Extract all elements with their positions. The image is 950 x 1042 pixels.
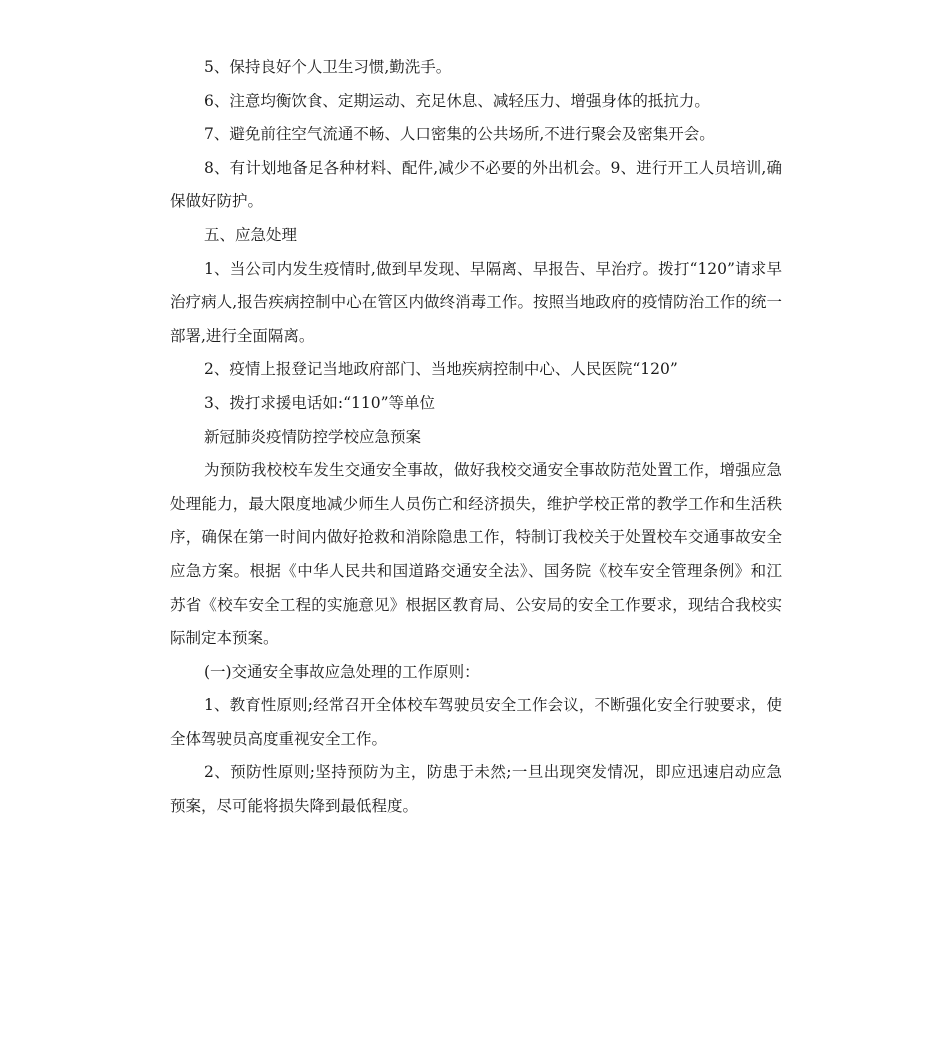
section-heading-principles: (一)交通安全事故应急处理的工作原则： — [204, 662, 480, 681]
document-subtitle: 新冠肺炎疫情防控学校应急预案 — [204, 427, 422, 446]
paragraph-materials-training: 8、有计划地备足各种材料、配件,减少不必要的外出机会。9、进行开工人员培训,确保做好防护。 — [170, 158, 782, 211]
paragraph-diet: 6、注意均衡饮食、定期运动、充足休息、减轻压力、增强身体的抵抗力。 — [204, 91, 710, 110]
paragraph-hygiene: 5、保持良好个人卫生习惯,勤洗手。 — [204, 58, 452, 76]
paragraph-reporting: 2、疫情上报登记当地政府部门、当地疾病控制中心、人民医院“120” — [204, 360, 678, 379]
paragraph-prevention-principle: 2、预防性原则;坚持预防为主，防患于未然;一旦出现突发情况，即应迅速启动应急预案，尽可能将损失降到最低程度。 — [170, 763, 782, 816]
paragraph-avoid-crowds: 7、避免前往空气流通不畅、人口密集的公共场所,不进行聚会及密集开会。 — [204, 125, 715, 144]
paragraph-emergency-call: 3、拨打求援电话如:“110”等单位 — [204, 393, 436, 412]
paragraph-outbreak-response: 1、当公司内发生疫情时,做到早发现、早隔离、早报告、早治疗。拨打“120”请求早治疗病人,报告疾病控制中心在管区内做终消毒工作。按照当地政府的疫情防治工作的统一部署,进行全面隔离。 — [170, 259, 782, 345]
section-heading-emergency: 五、应急处理 — [204, 225, 298, 244]
paragraph-education-principle: 1、教育性原则;经常召开全体校车驾驶员安全工作会议，不断强化安全行驶要求，使全体驾驶员高度重视安全工作。 — [170, 696, 782, 748]
document-body — [170, 51, 782, 824]
paragraph-school-bus-intro: 为预防我校校车发生交通安全事故，做好我校交通安全事故防范处置工作，增强应急处理能力，最大限度地减少师生人员伤亡和经济损失，维护学校正常的教学工作和生活秩序，确保在第一时间内做好抢救和消除隐患工作，特制订我校关于处置校车交通事故安全应急方案。根据《中华人民共和国道路交通安全法》、国务院《校车安全管理条例》和江苏省《校车安全工程的实施意见》根据区教育局、公安局的安全工作要求，现结合我校实际制定本预案。 — [170, 461, 782, 648]
